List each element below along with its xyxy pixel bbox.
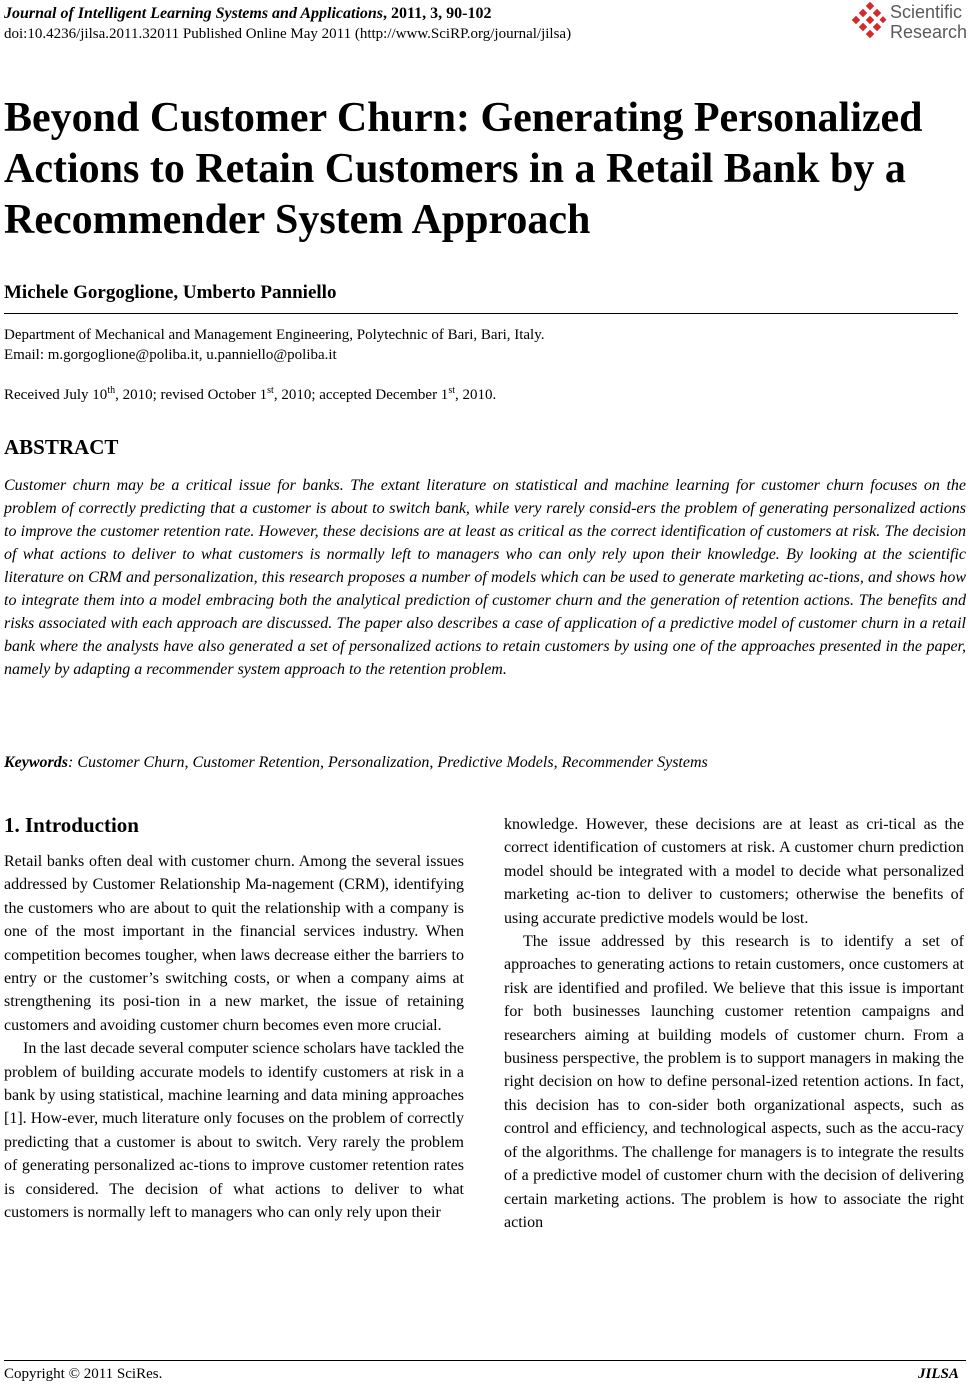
received-part2: , 2010; revised October 1 xyxy=(115,387,268,403)
section-heading-introduction: 1. Introduction xyxy=(4,813,139,837)
keywords-label: Keywords xyxy=(4,754,68,771)
received-dates xyxy=(4,385,496,405)
logo-line1: Scientific xyxy=(890,2,963,22)
logo-line2: Research xyxy=(890,22,968,42)
logo-text xyxy=(890,2,967,42)
journal-citation xyxy=(4,4,491,24)
publisher-logo xyxy=(850,2,966,44)
affiliation: Department of Mechanical and Management Engineering, Polytechnic of Bari, Bari, Italy. xyxy=(4,327,545,343)
journal-name: Journal of Intelligent Learning Systems and Applications xyxy=(4,5,384,22)
paper-title: Beyond Customer Churn: Generating Personalized Actions to Retain Customers in a Retail Bank by a Recommender System Approach xyxy=(4,95,923,243)
authors: Michele Gorgoglione, Umberto Panniello xyxy=(4,282,337,303)
keywords xyxy=(4,752,708,774)
abstract-heading: ABSTRACT xyxy=(4,435,119,459)
right-column xyxy=(504,813,964,1234)
left-column xyxy=(4,850,464,1225)
logo-mark-icon xyxy=(850,2,888,42)
received-sup2: st xyxy=(267,385,274,396)
copyright: Copyright © 2011 SciRes. xyxy=(4,1366,163,1382)
paragraph: Retail banks often deal with customer churn. Among the several issues addressed by Customer Relationship Ma-nagement (CRM), identifying the customers who are about to quit the relationship with a company is one of the most important in the financial services industry. When competition becomes tougher, when laws decrease either the barriers to entry or the customer’s switching costs, or when a company aims at strengthening its posi-tion in a new market, the issue of retaining customers and avoiding customer churn becomes even more crucial. xyxy=(4,853,464,1034)
received-part1: Received July 10 xyxy=(4,387,108,403)
received-part4: , 2010. xyxy=(454,387,497,403)
email: Email: m.gorgoglione@poliba.it, u.panniello@poliba.it xyxy=(4,347,337,363)
keywords-list: : Customer Churn, Customer Retention, Personalization, Predictive Models, Recommender Systems xyxy=(68,754,708,771)
received-sup3: st xyxy=(448,385,455,396)
paragraph: knowledge. However, these decisions are at least as cri-tical as the correct identification of customers at risk. A customer churn prediction model should be integrated with a model to decide what personalized marketing ac-tion to deliver to customers; otherwise the benefits of using accurate predictive models would be lost. xyxy=(504,816,964,927)
footer-rule xyxy=(4,1360,966,1361)
doi-line: doi:10.4236/jilsa.2011.32011 Published Online May 2011 (http://www.SciRP.org/journal/jilsa) xyxy=(4,26,572,42)
title-rule xyxy=(4,313,958,314)
received-sup1: th xyxy=(107,385,116,396)
abstract-text: Customer churn may be a critical issue for banks. The extant literature on statistical and machine learning for customer churn focuses on the problem of correctly predicting that a customer is about to switch bank, while very rarely consid-ers the problem of generating personalized actions to improve the customer retention rate. However, these decisions are at least as critical as the correct identification of customers at risk. The decision of what actions to deliver to what customers is normally left to managers who can only rely upon their knowledge. By looking at the scientific literature on CRM and personalization, this research proposes a number of models which can be used to generate marketing ac-tions, and shows how to integrate them into a model embracing both the analytical prediction of customer churn and the generation of retention actions. The benefits and risks associated with each approach are discussed. The paper also describes a case of application of a predictive model of customer churn in a retail bank where the analysts have also generated a set of personalized actions to retain customers by using one of the approaches presented in the paper, namely by adapting a recommender system approach to the retention problem. xyxy=(4,477,966,678)
journal-volume: , 2011, 3, 90-102 xyxy=(383,5,492,22)
paragraph: The issue addressed by this research is to identify a set of approaches to generating actions to retain customers, once customers at risk are identified and profiled. We believe that this issue is important for both businesses launching customer retention campaigns and researchers aiming at building models of customer churn. From a business perspective, the problem is to support managers in making the right decision on how to define personal-ized retention actions. In fact, this decision has to con-sider both organizational aspects, such as control and efficiency, and technological aspects, such as the accu-racy of the algorithms. The challenge for managers is to integrate the results of a predictive model of customer churn with the decision of delivering certain marketing actions. The problem is how to associate the right action xyxy=(504,933,964,1231)
journal-abbreviation: JILSA xyxy=(918,1366,959,1382)
paragraph: In the last decade several computer science scholars have tackled the problem of building accurate models to identify customers at risk in a bank by using statistical, machine learning and data mining approaches [1]. How-ever, much literature only focuses on the problem of correctly predicting that a customer is about to switch. Very rarely the problem of generating personalized ac-tions to improve customer retention rates is considered. The decision of what actions to deliver to what customers is normally left to managers who can only rely upon their xyxy=(4,1040,464,1222)
received-part3: , 2010; accepted December 1 xyxy=(273,387,449,403)
